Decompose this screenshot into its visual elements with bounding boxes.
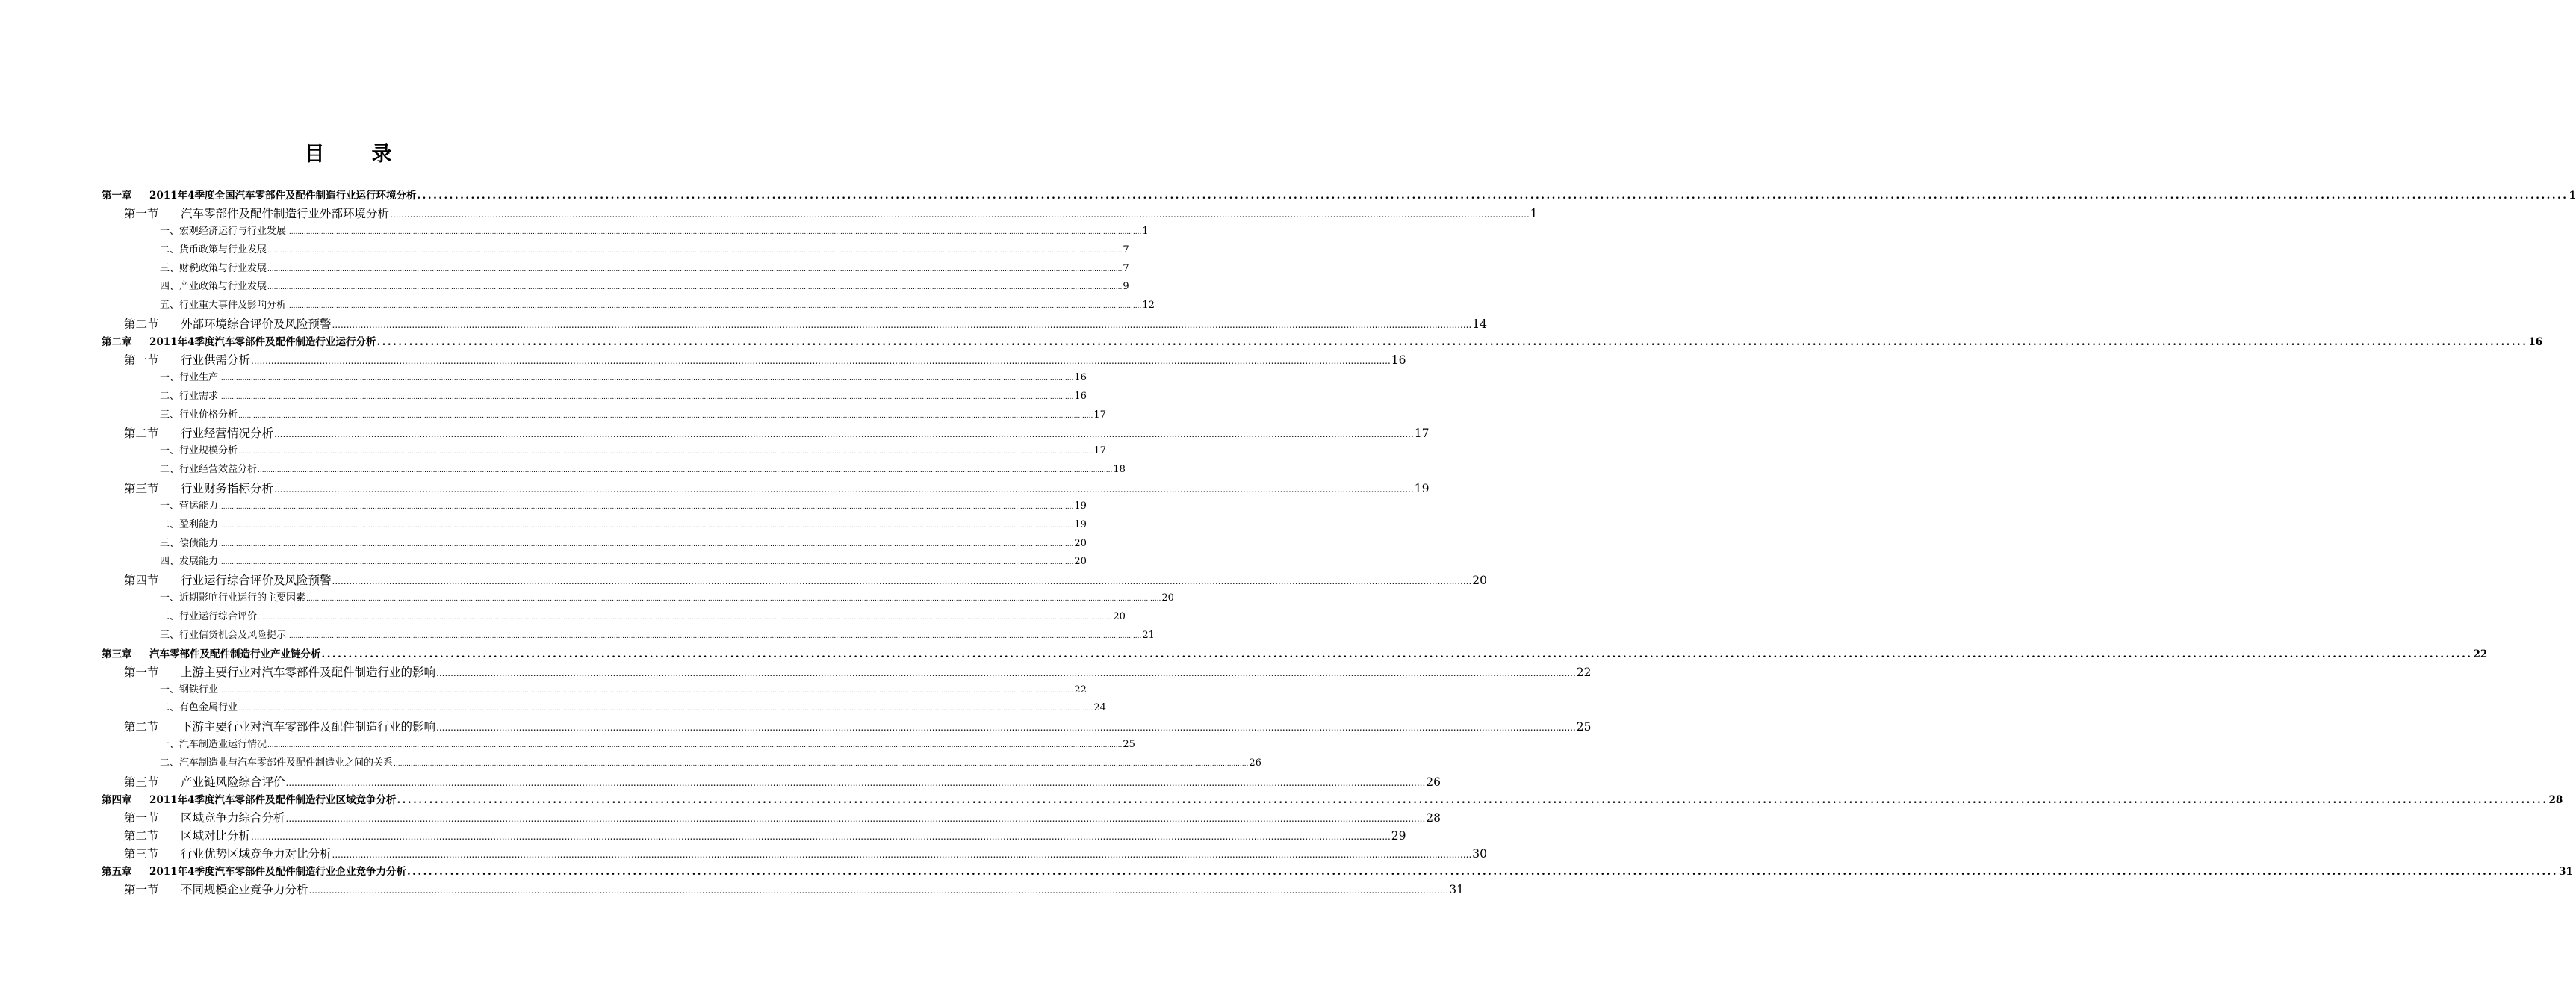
toc-entry-label	[160, 516, 218, 530]
toc-page-number: 21	[1142, 629, 1155, 641]
toc-entry-number: 第三节	[124, 775, 159, 789]
toc-entry-label	[160, 699, 238, 713]
toc-item[interactable]	[102, 369, 1087, 388]
toc-entry-number: 第三章	[102, 648, 132, 660]
toc-item[interactable]	[102, 442, 1106, 461]
toc-page-number: 28	[1426, 811, 1441, 825]
toc-entry-number: 第三节	[124, 846, 159, 861]
toc-entry-text: 下游主要行业对汽车零部件及配件制造行业的影响	[181, 720, 436, 734]
toc-section[interactable]	[102, 773, 1441, 791]
toc-entry-text: 二、盈利能力	[160, 518, 219, 530]
dot-leader: ................................................................................................................................................................................................................................................................................................................................................................................................................	[287, 632, 1142, 640]
toc-entry-label	[160, 406, 238, 421]
dot-leader: ................................................................................................................................................................................................................................................................................................................................................................................................................	[267, 742, 1123, 750]
toc-item[interactable]	[102, 608, 1126, 627]
toc-entry-label	[160, 461, 257, 475]
dot-leader: ................................................................................................................................................................................................................................................................................................................................................................................................................	[308, 884, 1449, 896]
toc-entry-label	[124, 424, 273, 441]
dot-leader: ................................................................................................................................................................................................................................................................................................................................................................................................................	[267, 247, 1123, 255]
toc-page-number: 25	[1123, 739, 1135, 751]
dot-leader: ................................................................................................................................................................................................................................................................................................................................................................................................................	[258, 467, 1113, 475]
toc-page-number: 26	[1426, 775, 1441, 789]
toc-item[interactable]	[102, 553, 1087, 571]
toc-entry-text: 一、行业生产	[160, 371, 219, 383]
toc-page-number: 9	[1123, 281, 1129, 293]
toc-entry-text: 三、行业信贷机会及风险提示	[160, 629, 287, 641]
toc-entry-text: 2011年4季度汽车零部件及配件制造行业运行分析	[149, 335, 376, 348]
dot-leader: ................................................................................................................................................................................................................................................................................................................................................................................................................	[274, 483, 1414, 495]
toc-entry-label	[124, 315, 332, 332]
toc-entry-number: 第一节	[124, 882, 159, 896]
dot-leader: ................................................................................................................................................................................................................................................................................................................................................................................................................	[394, 760, 1249, 768]
toc-page-number: 19	[1414, 481, 1430, 495]
dot-leader: ................................................................................................................................................................................................................................................................................................................................................................................................................	[397, 793, 2548, 806]
toc-entry-label	[124, 845, 332, 861]
dot-leader: ................................................................................................................................................................................................................................................................................................................................................................................................................	[251, 355, 1391, 366]
toc-page-number: 26	[1249, 757, 1261, 769]
dot-leader: ................................................................................................................................................................................................................................................................................................................................................................................................................	[285, 813, 1426, 824]
toc-page-number: 16	[2528, 335, 2543, 348]
toc-chapter[interactable]	[102, 187, 2576, 205]
toc-item[interactable]	[102, 461, 1126, 480]
toc-entry-text: 汽车零部件及配件制造行业产业链分析	[149, 648, 321, 660]
toc-chapter[interactable]	[102, 863, 2573, 881]
toc-item[interactable]	[102, 754, 1261, 773]
toc-entry-number: 第二章	[102, 335, 132, 348]
toc-entry-text: 区域对比分析	[181, 828, 251, 843]
dot-leader: ................................................................................................................................................................................................................................................................................................................................................................................................................	[306, 595, 1161, 604]
toc-entry-label	[124, 881, 308, 897]
toc-page-number: 20	[1074, 556, 1087, 568]
toc-entry-label	[124, 827, 250, 843]
toc-entry-text: 二、汽车制造业与汽车零部件及配件制造业之间的关系	[160, 757, 394, 769]
toc-entry-label	[160, 589, 305, 604]
toc-entry-number: 第二节	[124, 427, 159, 441]
toc-page-number: 28	[2548, 793, 2563, 806]
toc-entry-text: 四、产业政策与行业发展	[160, 281, 267, 293]
toc-entry-text: 二、有色金属行业	[160, 702, 238, 714]
toc-entry-label	[160, 388, 218, 402]
dot-leader: ................................................................................................................................................................................................................................................................................................................................................................................................................	[417, 190, 2569, 202]
toc-entry-number: 第二节	[124, 828, 159, 843]
toc-entry-label	[124, 205, 389, 221]
toc-entry-label	[160, 754, 393, 769]
toc-section[interactable]	[102, 881, 1465, 899]
toc-entry-text: 一、汽车制造业运行情况	[160, 739, 267, 751]
toc-section[interactable]	[102, 351, 1406, 369]
toc-item[interactable]	[102, 589, 1174, 608]
toc-item[interactable]	[102, 278, 1129, 297]
toc-item[interactable]	[102, 736, 1135, 754]
toc-entry-text: 五、行业重大事件及影响分析	[160, 300, 287, 312]
toc-page-number: 14	[1472, 317, 1488, 331]
page-title: 目 录	[304, 143, 406, 166]
toc-entry-text: 汽车零部件及配件制造行业外部环境分析	[181, 207, 390, 220]
toc-item[interactable]	[102, 699, 1106, 718]
toc-section[interactable]	[102, 718, 1592, 736]
toc-page-number: 20	[1074, 537, 1087, 549]
toc-page-number: 12	[1142, 300, 1155, 312]
toc-entry-label	[160, 297, 286, 311]
toc-entry-label	[124, 351, 250, 368]
toc-entry-text: 二、行业经营效益分析	[160, 464, 258, 476]
toc-entry-text: 2011年4季度汽车零部件及配件制造行业区域竞争分析	[149, 793, 397, 806]
toc-entry-text: 外部环境综合评价及风险预警	[181, 317, 332, 331]
toc-entry-text: 三、财税政策与行业发展	[160, 262, 267, 274]
toc-section[interactable]	[102, 663, 1592, 681]
toc-entry-label	[160, 553, 218, 567]
toc-entry-text: 一、营运能力	[160, 500, 219, 512]
dot-leader: ................................................................................................................................................................................................................................................................................................................................................................................................................	[219, 540, 1074, 548]
toc-entry-label	[102, 333, 376, 348]
toc-item[interactable]	[102, 627, 1155, 645]
toc-page-number: 16	[1074, 371, 1087, 383]
toc-page-number: 7	[1123, 262, 1129, 274]
toc-entry-number: 第三节	[124, 481, 159, 495]
toc-entry-text: 二、货币政策与行业发展	[160, 244, 267, 255]
toc-item[interactable]	[102, 516, 1087, 535]
toc-section[interactable]	[102, 571, 1488, 589]
toc-entry-label	[124, 809, 285, 825]
toc-entry-text: 产业链风险综合评价	[181, 775, 285, 789]
toc-page-number: 22	[2473, 648, 2488, 660]
dot-leader: ................................................................................................................................................................................................................................................................................................................................................................................................................	[219, 559, 1074, 567]
toc-page-number: 1	[1530, 207, 1538, 220]
toc-entry-text: 行业经营情况分析	[181, 427, 274, 441]
toc-page-number: 31	[2558, 865, 2573, 878]
toc-entry-label	[160, 627, 286, 641]
toc-entry-text: 三、行业价格分析	[160, 409, 238, 421]
dot-leader: ................................................................................................................................................................................................................................................................................................................................................................................................................	[219, 521, 1074, 530]
toc-entry-label	[160, 608, 257, 622]
toc-entry-text: 行业供需分析	[181, 353, 251, 367]
toc-item[interactable]	[102, 406, 1106, 425]
toc-section[interactable]	[102, 845, 1488, 863]
toc-entry-label	[124, 718, 435, 734]
toc-page-number: 19	[1074, 518, 1087, 530]
toc-entry-label	[102, 791, 396, 806]
toc-item[interactable]	[102, 681, 1087, 700]
dot-leader: ................................................................................................................................................................................................................................................................................................................................................................................................................	[390, 209, 1530, 220]
toc-page-number: 1	[2569, 190, 2576, 202]
toc-entry-text: 一、宏观经济运行与行业发展	[160, 226, 287, 237]
toc-section[interactable]	[102, 424, 1430, 442]
dot-leader: ................................................................................................................................................................................................................................................................................................................................................................................................................	[238, 412, 1093, 420]
toc-item[interactable]	[102, 388, 1087, 406]
toc-page-number: 29	[1391, 828, 1406, 843]
dot-leader: ................................................................................................................................................................................................................................................................................................................................................................................................................	[219, 374, 1074, 382]
toc-entry-number: 第二节	[124, 317, 159, 331]
dot-leader: ................................................................................................................................................................................................................................................................................................................................................................................................................	[238, 448, 1093, 456]
toc-entry-text: 区域竞争力综合分析	[181, 811, 285, 825]
toc-page-number: 22	[1576, 665, 1592, 679]
toc-item[interactable]	[102, 535, 1087, 554]
toc-page-number: 7	[1123, 244, 1129, 255]
toc-entry-text: 一、钢铁行业	[160, 684, 219, 695]
toc-entry-text: 一、近期影响行业运行的主要因素	[160, 592, 306, 604]
dot-leader: ................................................................................................................................................................................................................................................................................................................................................................................................................	[219, 687, 1074, 695]
dot-leader: ................................................................................................................................................................................................................................................................................................................................................................................................................	[267, 265, 1123, 273]
toc-page-number: 22	[1074, 684, 1087, 695]
toc-entry-label	[124, 571, 332, 588]
dot-leader: ................................................................................................................................................................................................................................................................................................................................................................................................................	[251, 831, 1391, 842]
toc-entry-label	[160, 278, 267, 292]
toc-chapter[interactable]	[102, 645, 2488, 663]
dot-leader: ................................................................................................................................................................................................................................................................................................................................................................................................................	[267, 284, 1123, 292]
dot-leader: ................................................................................................................................................................................................................................................................................................................................................................................................................	[332, 576, 1472, 587]
dot-leader: ................................................................................................................................................................................................................................................................................................................................................................................................................	[274, 429, 1414, 440]
toc-entry-label	[160, 736, 267, 750]
dot-leader: ................................................................................................................................................................................................................................................................................................................................................................................................................	[436, 722, 1576, 734]
toc-entry-text: 不同规模企业竞争力分析	[181, 882, 308, 896]
dot-leader: ................................................................................................................................................................................................................................................................................................................................................................................................................	[287, 229, 1142, 236]
toc-chapter[interactable]	[102, 333, 2543, 351]
dot-leader: ................................................................................................................................................................................................................................................................................................................................................................................................................	[321, 648, 2473, 660]
toc-page-number: 20	[1161, 592, 1174, 604]
toc-entry-label	[124, 663, 435, 680]
toc-chapter[interactable]	[102, 791, 2563, 809]
dot-leader: ................................................................................................................................................................................................................................................................................................................................................................................................................	[406, 865, 2558, 878]
toc-entry-label	[102, 187, 416, 202]
dot-leader: ................................................................................................................................................................................................................................................................................................................................................................................................................	[332, 849, 1472, 860]
dot-leader: ................................................................................................................................................................................................................................................................................................................................................................................................................	[287, 303, 1142, 311]
dot-leader: ................................................................................................................................................................................................................................................................................................................................................................................................................	[376, 335, 2528, 348]
toc-page-number: 16	[1391, 353, 1406, 367]
toc-section[interactable]	[102, 827, 1406, 845]
dot-leader: ................................................................................................................................................................................................................................................................................................................................................................................................................	[258, 613, 1113, 622]
toc-entry-number: 第二节	[124, 720, 159, 734]
toc-section[interactable]	[102, 809, 1441, 827]
toc-page-number: 20	[1113, 610, 1126, 622]
toc-entry-number: 第四节	[124, 574, 159, 588]
toc-page-number: 17	[1093, 445, 1106, 457]
toc-entry-label	[160, 260, 267, 274]
toc-item[interactable]	[102, 498, 1087, 516]
toc-entry-label	[124, 480, 273, 496]
toc-entry-number: 第四章	[102, 793, 132, 806]
toc-entry-text: 一、行业规模分析	[160, 445, 238, 457]
toc-entry-text: 行业运行综合评价及风险预警	[181, 574, 332, 588]
toc-entry-text: 四、发展能力	[160, 556, 219, 568]
toc-entry-label	[102, 645, 321, 660]
toc-entry-number: 第一章	[102, 190, 132, 202]
toc-entry-text: 二、行业运行综合评价	[160, 610, 258, 622]
toc-entry-number: 第一节	[124, 811, 159, 825]
table-of-contents	[0, 187, 2576, 899]
toc-page-number: 16	[1074, 390, 1087, 402]
toc-page-number: 19	[1074, 500, 1087, 512]
toc-page-number: 1	[1142, 226, 1149, 237]
toc-page-number: 18	[1113, 464, 1126, 476]
toc-item[interactable]	[102, 241, 1129, 260]
toc-entry-label	[102, 863, 406, 878]
dot-leader: ................................................................................................................................................................................................................................................................................................................................................................................................................	[285, 777, 1426, 788]
toc-entry-number: 第一节	[124, 353, 159, 367]
toc-entry-label	[160, 369, 218, 383]
toc-entry-label	[160, 681, 218, 695]
toc-page-number: 25	[1576, 720, 1592, 734]
toc-entry-text: 2011年4季度全国汽车零部件及配件制造行业运行环境分析	[149, 190, 417, 202]
toc-page-number: 17	[1414, 427, 1430, 441]
toc-page-number: 31	[1449, 882, 1465, 896]
toc-entry-label	[160, 442, 238, 456]
toc-entry-label	[160, 535, 218, 549]
toc-page-number: 24	[1093, 702, 1106, 714]
toc-entry-text: 行业优势区域竞争力对比分析	[181, 846, 332, 861]
toc-page-number: 20	[1472, 574, 1488, 588]
toc-item[interactable]	[102, 297, 1155, 315]
toc-entry-text: 2011年4季度汽车零部件及配件制造行业企业竞争力分析	[149, 865, 406, 878]
toc-page-number: 30	[1472, 846, 1488, 861]
dot-leader: ................................................................................................................................................................................................................................................................................................................................................................................................................	[219, 503, 1074, 511]
toc-entry-text: 二、行业需求	[160, 390, 219, 402]
dot-leader: ................................................................................................................................................................................................................................................................................................................................................................................................................	[332, 319, 1472, 330]
toc-entry-text: 行业财务指标分析	[181, 481, 274, 495]
dot-leader: ................................................................................................................................................................................................................................................................................................................................................................................................................	[238, 705, 1093, 713]
toc-entry-label	[160, 498, 218, 512]
dot-leader: ................................................................................................................................................................................................................................................................................................................................................................................................................	[219, 393, 1074, 401]
toc-entry-number: 第一节	[124, 207, 159, 220]
toc-entry-number: 第五章	[102, 865, 132, 878]
toc-section[interactable]	[102, 480, 1430, 498]
toc-entry-label	[160, 241, 267, 255]
toc-entry-number: 第一节	[124, 665, 159, 679]
toc-entry-text: 三、偿债能力	[160, 537, 219, 549]
toc-page-number: 17	[1093, 409, 1106, 421]
toc-entry-text: 上游主要行业对汽车零部件及配件制造行业的影响	[181, 665, 436, 679]
toc-entry-label	[160, 223, 286, 237]
dot-leader: ................................................................................................................................................................................................................................................................................................................................................................................................................	[436, 667, 1576, 678]
toc-section[interactable]	[102, 205, 1538, 223]
toc-section[interactable]	[102, 315, 1488, 333]
toc-item[interactable]	[102, 260, 1129, 279]
toc-item[interactable]	[102, 223, 1149, 241]
toc-entry-label	[124, 773, 285, 790]
